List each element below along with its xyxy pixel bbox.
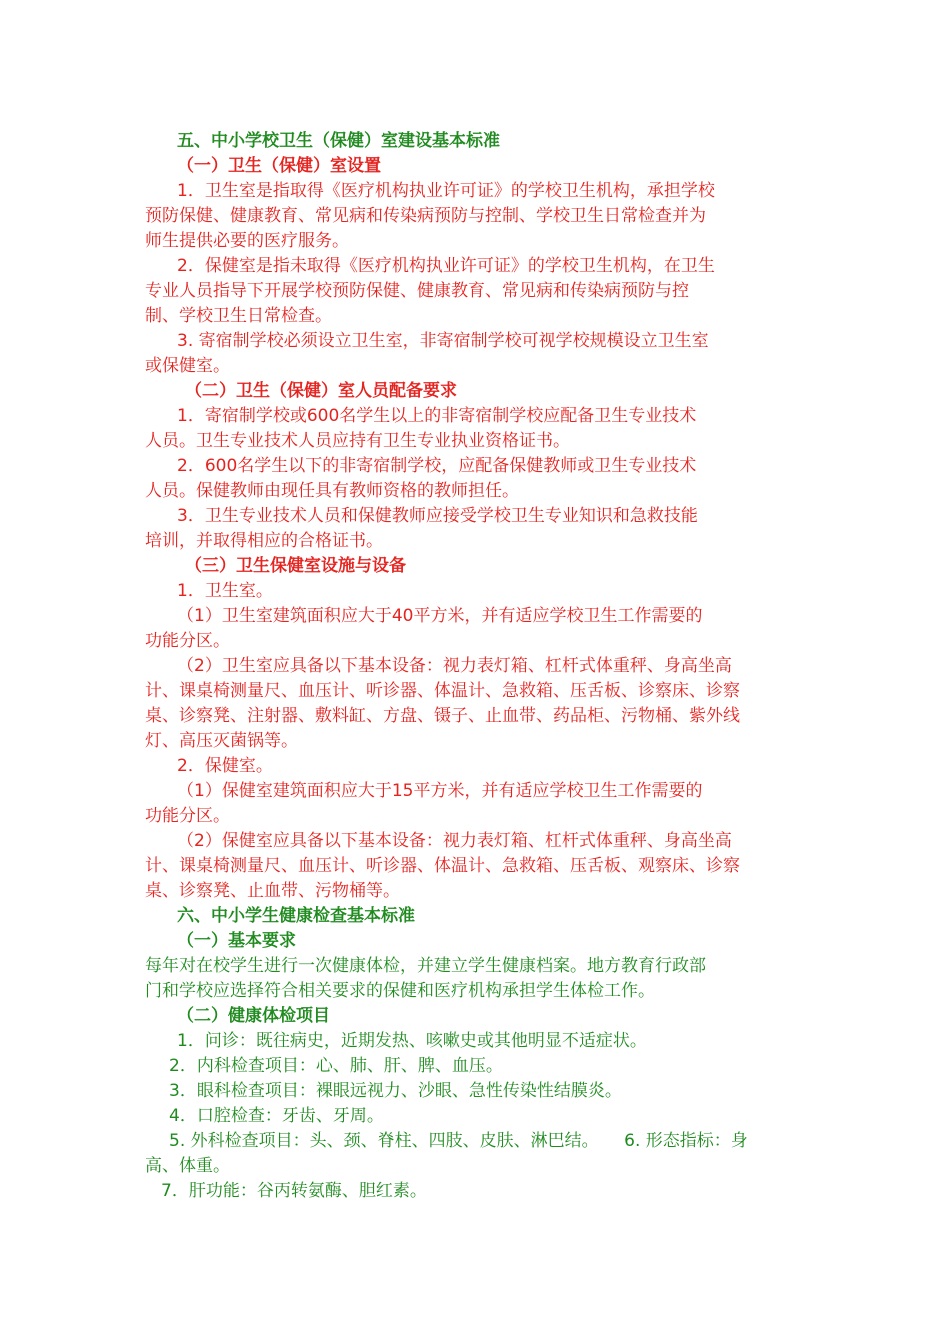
paragraph-line: 2．保健室。	[177, 756, 273, 776]
paragraph-line: 2．保健室是指未取得《医疗机构执业许可证》的学校卫生机构，在卫生	[177, 256, 715, 276]
list-item: 高、体重。	[145, 1156, 230, 1176]
list-item: 1．问诊：既往病史，近期发热、咳嗽史或其他明显不适症状。	[177, 1031, 647, 1051]
paragraph-line: 门和学校应选择符合相关要求的保健和医疗机构承担学生体检工作。	[145, 981, 655, 1001]
paragraph-line: 预防保健、健康教育、常见病和传染病预防与控制、学校卫生日常检查并为	[145, 206, 706, 226]
paragraph-line: 1．卫生室。	[177, 581, 273, 601]
paragraph-line: 3．卫生专业技术人员和保健教师应接受学校卫生专业知识和急救技能	[177, 506, 698, 526]
paragraph-line: 桌、诊察凳、注射器、敷料缸、方盘、镊子、止血带、药品柜、污物桶、紫外线	[145, 706, 740, 726]
subsection-heading-2: （二）卫生（保健）室人员配备要求	[185, 381, 457, 401]
paragraph-line: 2．600名学生以下的非寄宿制学校，应配备保健教师或卫生专业技术	[177, 456, 697, 476]
section-heading-6: 六、中小学生健康检查基本标准	[177, 906, 415, 926]
subsection-heading-items: （二）健康体检项目	[177, 1006, 330, 1026]
paragraph-line: 培训，并取得相应的合格证书。	[145, 531, 383, 551]
paragraph-line: 1．寄宿制学校或600名学生以上的非寄宿制学校应配备卫生专业技术	[177, 406, 697, 426]
paragraph-line: 每年对在校学生进行一次健康体检，并建立学生健康档案。地方教育行政部	[145, 956, 706, 976]
paragraph-line: （1）卫生室建筑面积应大于40平方米，并有适应学校卫生工作需要的	[177, 606, 703, 626]
paragraph-line: 师生提供必要的医疗服务。	[145, 231, 349, 251]
subsection-heading-1: （一）卫生（保健）室设置	[177, 156, 381, 176]
subsection-heading-3: （三）卫生保健室设施与设备	[185, 556, 406, 576]
list-item: 3．眼科检查项目：裸眼远视力、沙眼、急性传染性结膜炎。	[169, 1081, 622, 1101]
paragraph-line: （1）保健室建筑面积应大于15平方米，并有适应学校卫生工作需要的	[177, 781, 703, 801]
list-item: 4．口腔检查：牙齿、牙周。	[169, 1106, 384, 1126]
paragraph-line: 灯、高压灭菌锅等。	[145, 731, 298, 751]
paragraph-line: 制、学校卫生日常检查。	[145, 306, 332, 326]
paragraph-line: 人员。保健教师由现任具有教师资格的教师担任。	[145, 481, 519, 501]
paragraph-line: 计、课桌椅测量尺、血压计、听诊器、体温计、急救箱、压舌板、诊察床、诊察	[145, 681, 740, 701]
paragraph-line: 专业人员指导下开展学校预防保健、健康教育、常见病和传染病预防与控	[145, 281, 689, 301]
paragraph-line: 1．卫生室是指取得《医疗机构执业许可证》的学校卫生机构，承担学校	[177, 181, 715, 201]
list-item: 5. 外科检查项目：头、颈、脊柱、四肢、皮肤、淋巴结。 6. 形态指标：身	[169, 1131, 748, 1151]
subsection-heading-basic: （一）基本要求	[177, 931, 296, 951]
list-item: 2．内科检查项目：心、肺、肝、脾、血压。	[169, 1056, 503, 1076]
paragraph-line: 桌、诊察凳、止血带、污物桶等。	[145, 881, 400, 901]
paragraph-line: 3. 寄宿制学校必须设立卫生室，非寄宿制学校可视学校规模设立卫生室	[177, 331, 709, 351]
paragraph-line: （2）卫生室应具备以下基本设备：视力表灯箱、杠杆式体重秤、身高坐高	[177, 656, 732, 676]
paragraph-line: 或保健室。	[145, 356, 230, 376]
paragraph-line: 人员。卫生专业技术人员应持有卫生专业执业资格证书。	[145, 431, 570, 451]
paragraph-line: 功能分区。	[145, 631, 230, 651]
list-item: 7．肝功能：谷丙转氨酶、胆红素。	[161, 1181, 427, 1201]
section-heading-5: 五、中小学校卫生（保健）室建设基本标准	[177, 131, 500, 151]
paragraph-line: 计、课桌椅测量尺、血压计、听诊器、体温计、急救箱、压舌板、观察床、诊察	[145, 856, 740, 876]
paragraph-line: 功能分区。	[145, 806, 230, 826]
paragraph-line: （2）保健室应具备以下基本设备：视力表灯箱、杠杆式体重秤、身高坐高	[177, 831, 732, 851]
